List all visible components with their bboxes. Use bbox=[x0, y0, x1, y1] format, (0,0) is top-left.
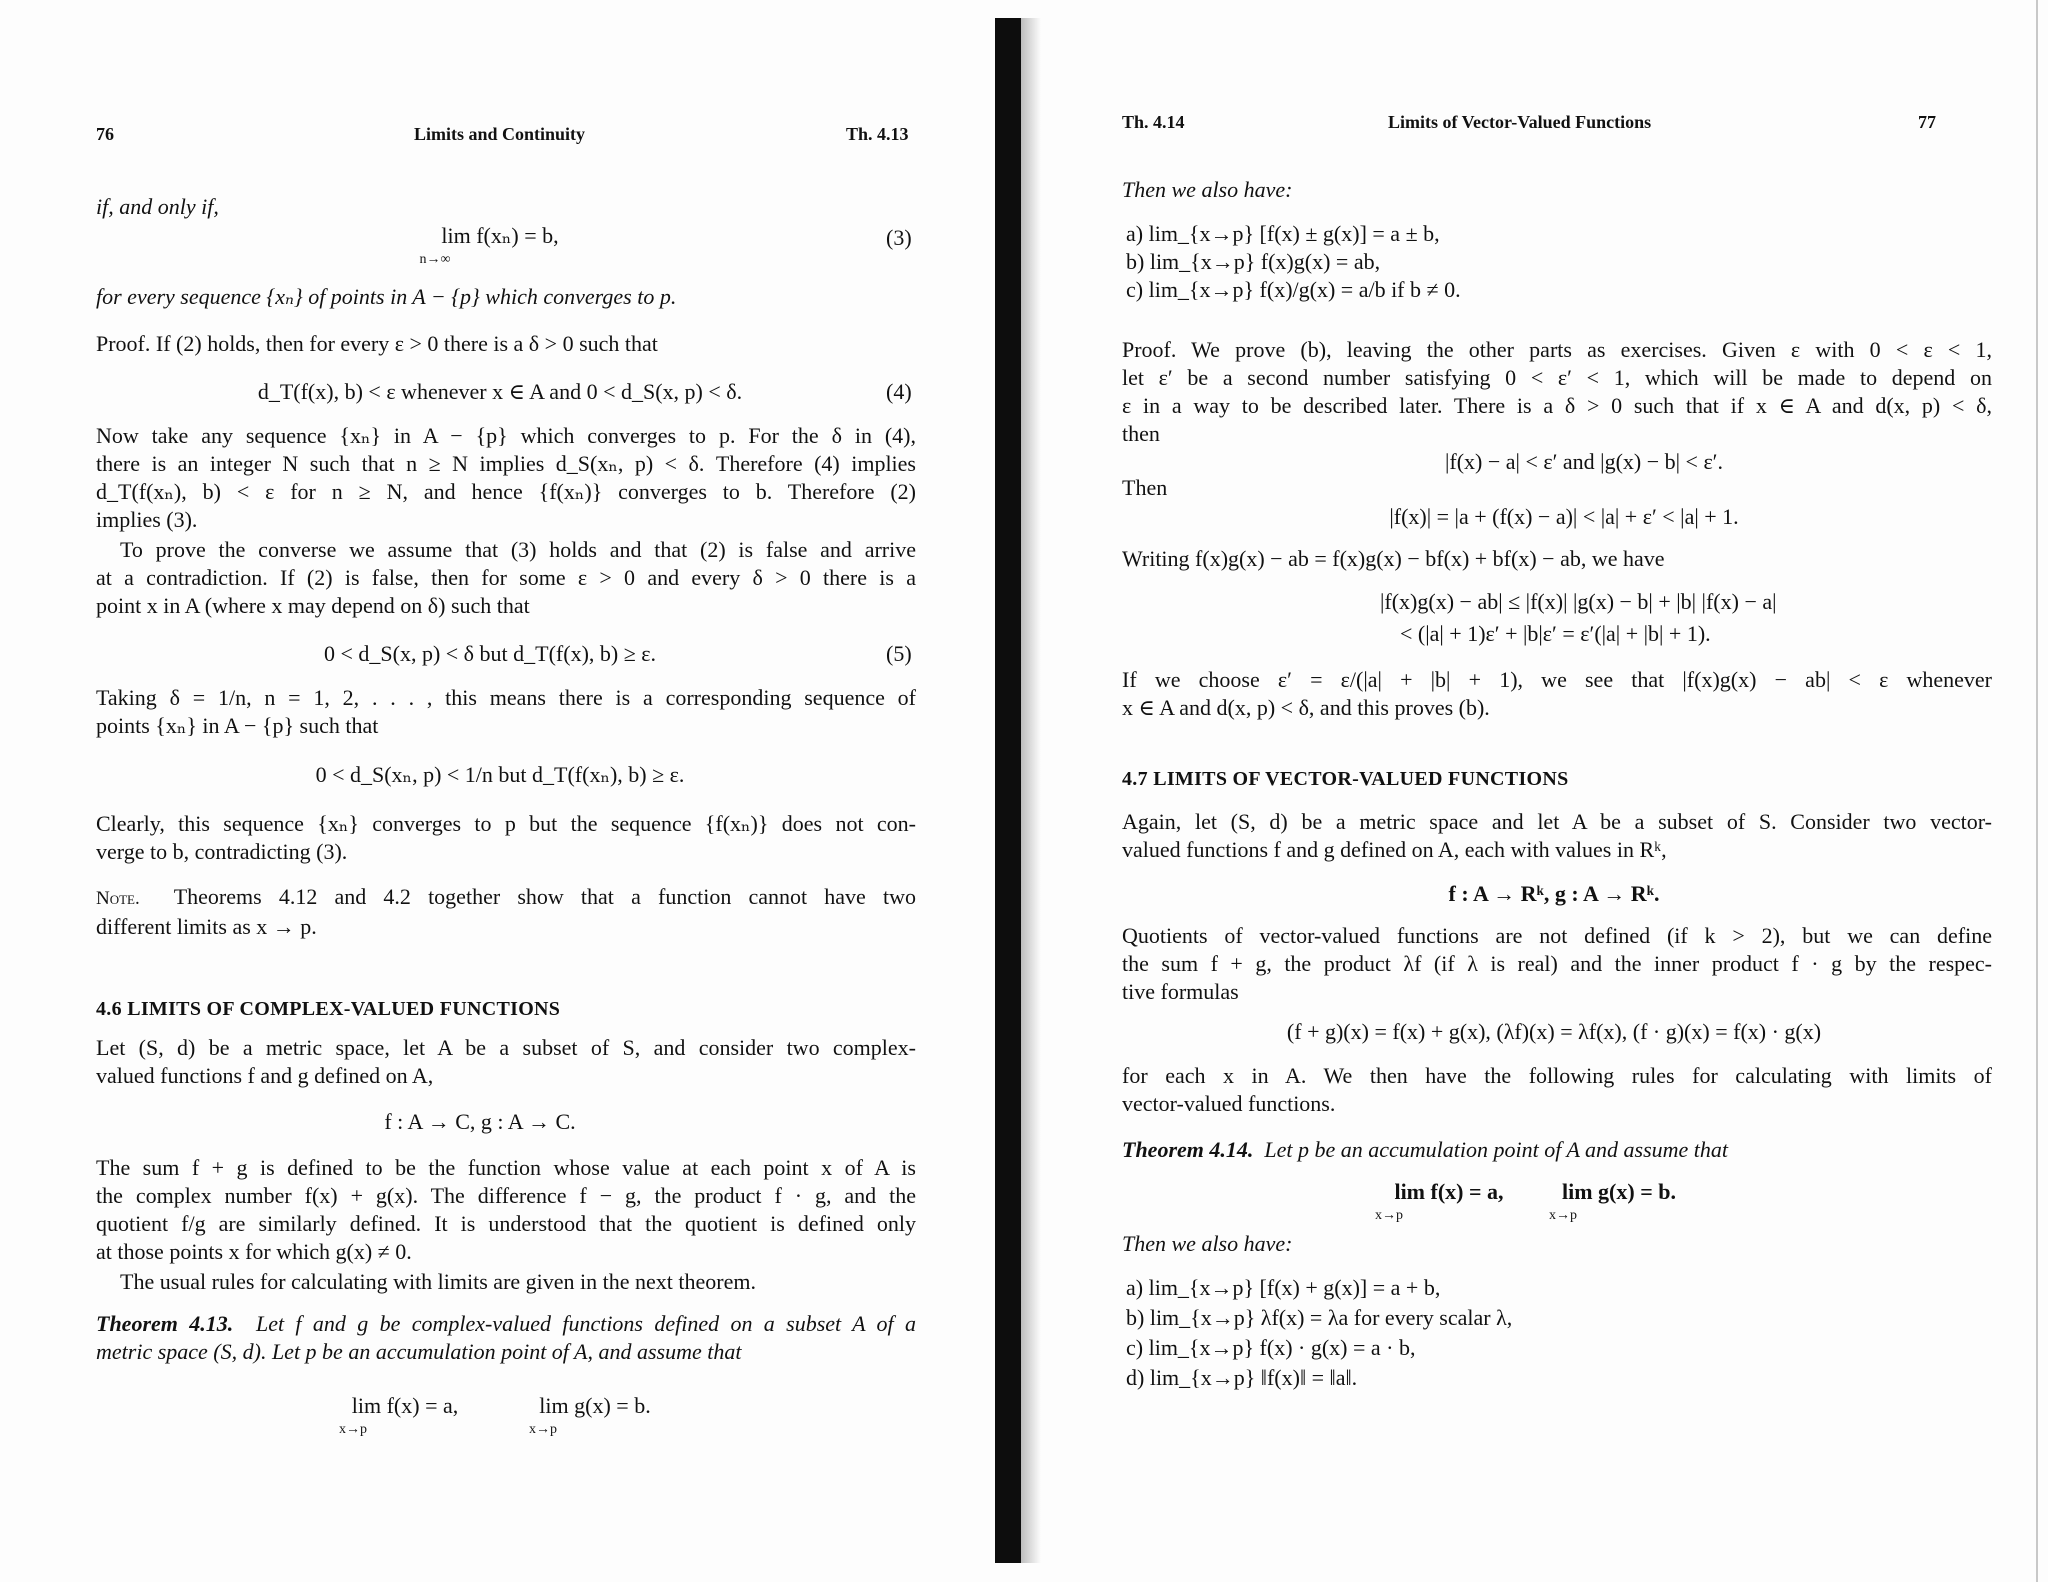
left-running-head: Limits and Continuity bbox=[414, 124, 586, 144]
paragraph-4 bbox=[96, 810, 916, 866]
equation-6: 0 < d_S(xₙ, p) < 1/n but d_T(f(xₙ), b) ≥ ε. bbox=[315, 762, 685, 787]
proof-line: then bbox=[1122, 421, 1160, 446]
again-paragraph bbox=[1122, 808, 1992, 864]
each-paragraph bbox=[1122, 1062, 1992, 1118]
equation-8-left-subscript: x→p bbox=[339, 1422, 367, 1437]
each-line: vector-valued functions. bbox=[1122, 1091, 1336, 1116]
right-running-head: Limits of Vector-Valued Functions bbox=[1388, 112, 1652, 132]
intro-line: if, and only if, bbox=[96, 194, 219, 219]
quotients-line: the sum f + g, the product λf (if λ is real) and the inner product f · g by the respec- bbox=[1122, 951, 1992, 976]
result-list-b bbox=[1126, 1273, 1512, 1393]
right-page bbox=[1054, 0, 2048, 1582]
binding-shadow bbox=[1021, 18, 1041, 1563]
paragraph-6-line: quotient f/g are similarly defined. It is understood that the quotient is defined only bbox=[96, 1211, 916, 1236]
equation-3: lim f(xₙ) = b, bbox=[441, 223, 559, 248]
equation-5-number: (5) bbox=[886, 641, 912, 666]
equation-r3b: < (|a| + 1)ε′ + |b|ε′ = ε′(|a| + |b| + 1). bbox=[1400, 621, 1711, 646]
paragraph-1 bbox=[96, 422, 916, 534]
proof-line: ε in a way to be described later. There is a δ > 0 such that if x ∈ A and d(x, p) < δ, bbox=[1122, 393, 1992, 418]
equation-r2: |f(x)| = |a + (f(x) − a)| < |a| + ε′ < |a| + 1. bbox=[1389, 504, 1739, 529]
right-page-number: 77 bbox=[1918, 112, 1936, 132]
equation-r6-right-subscript: x→p bbox=[1549, 1208, 1577, 1223]
paragraph-3-line: Taking δ = 1/n, n = 1, 2, . . . , this means there is a corresponding sequence of bbox=[96, 685, 916, 710]
theorem-4-13-line: Let f and g be complex-valued functions defined on a subset A of a bbox=[255, 1311, 916, 1336]
paragraph-2-line: at a contradiction. If (2) is false, then for some ε > 0 and every δ > 0 there is a bbox=[96, 565, 916, 590]
equation-5: 0 < d_S(x, p) < δ but d_T(f(x), b) ≥ ε. bbox=[323, 641, 657, 666]
paragraph-1-line: implies (3). bbox=[96, 507, 198, 532]
right-theorem-ref: Th. 4.14 bbox=[1122, 112, 1185, 132]
quotients-line: tive formulas bbox=[1122, 979, 1239, 1004]
equation-r1: |f(x) − a| < ε′ and |g(x) − b| < ε′. bbox=[1444, 449, 1723, 474]
paragraph-5 bbox=[96, 1034, 916, 1090]
result-list-a bbox=[1126, 220, 1461, 304]
paragraph-1-line: Now take any sequence {xₙ} in A − {p} which converges to p. For the δ in (4), bbox=[96, 423, 916, 448]
paragraph-6-line: at those points x for which g(x) ≠ 0. bbox=[96, 1239, 412, 1264]
writing-line: Writing f(x)g(x) − ab = f(x)g(x) − bf(x) + bf(x) − ab, we have bbox=[1122, 546, 1665, 571]
paragraph-1-line: there is an integer N such that n ≥ N implies d_S(xₙ, p) < δ. Therefore (4) implies bbox=[96, 451, 916, 476]
choose-line: If we choose ε′ = ε/(|a| + |b| + 1), we see that |f(x)g(x) − ab| < ε whenever bbox=[1122, 667, 1992, 692]
choose-line: x ∈ A and d(x, p) < δ, and this proves (b). bbox=[1122, 695, 1490, 720]
equation-3-number: (3) bbox=[886, 225, 912, 250]
equation-r5: (f + g)(x) = f(x) + g(x), (λf)(x) = λf(x), (f · g)(x) = f(x) · g(x) bbox=[1286, 1019, 1822, 1044]
theorem-4-13 bbox=[96, 1310, 916, 1366]
equation-r6-left-subscript: x→p bbox=[1375, 1208, 1403, 1223]
paragraph-3 bbox=[96, 684, 916, 740]
theorem-4-13-line: metric space (S, d). Let p be an accumulation point of A, and assume that bbox=[96, 1339, 742, 1364]
result-list-item: a) lim_{x→p} [f(x) ± g(x)] = a ± b, bbox=[1126, 221, 1440, 246]
binding-gutter bbox=[995, 18, 1021, 1563]
equation-r4: f : A → Rᵏ, g : A → Rᵏ. bbox=[1448, 881, 1660, 906]
result-list-item: c) lim_{x→p} f(x) · g(x) = a · b, bbox=[1126, 1335, 1416, 1360]
quotients-paragraph bbox=[1122, 922, 1992, 1006]
note-label: Note. bbox=[96, 888, 140, 909]
note-line: different limits as x → p. bbox=[96, 914, 317, 939]
then-line-2: Then we also have: bbox=[1122, 1231, 1293, 1256]
equation-r3a: |f(x)g(x) − ab| ≤ |f(x)| |g(x) − b| + |b| |f(x) − a| bbox=[1380, 589, 1777, 614]
equation-3-subscript: n→∞ bbox=[419, 252, 451, 267]
left-page bbox=[0, 0, 1000, 1582]
for-every-line: for every sequence {xₙ} of points in A − {p} which converges to p. bbox=[96, 284, 677, 309]
equation-r6-left: lim f(x) = a, bbox=[1394, 1179, 1504, 1204]
proof-paragraph bbox=[1122, 336, 1992, 448]
paragraph-6 bbox=[96, 1154, 916, 1266]
again-line: Again, let (S, d) be a metric space and let A be a subset of S. Consider two vector- bbox=[1122, 809, 1992, 834]
equation-8-left: lim f(x) = a, bbox=[351, 1393, 459, 1418]
result-list-item: a) lim_{x→p} [f(x) + g(x)] = a + b, bbox=[1126, 1275, 1441, 1300]
result-list-item: d) lim_{x→p} ‖f(x)‖ = ‖a‖. bbox=[1126, 1365, 1358, 1390]
equation-8-right: lim g(x) = b. bbox=[539, 1393, 651, 1418]
paragraph-7: The usual rules for calculating with limits are given in the next theorem. bbox=[120, 1269, 756, 1294]
paragraph-5-line: Let (S, d) be a metric space, let A be a subset of S, and consider two complex- bbox=[96, 1035, 916, 1060]
equation-4: d_T(f(x), b) < ε whenever x ∈ A and 0 < d_S(x, p) < δ. bbox=[257, 379, 743, 404]
section-heading-4-6: 4.6 LIMITS OF COMPLEX-VALUED FUNCTIONS bbox=[96, 998, 561, 1020]
section-heading-4-7: 4.7 LIMITS OF VECTOR-VALUED FUNCTIONS bbox=[1122, 768, 1569, 790]
note bbox=[96, 883, 916, 941]
equation-r6-right: lim g(x) = b. bbox=[1562, 1179, 1676, 1204]
equation-7: f : A → C, g : A → C. bbox=[384, 1109, 576, 1134]
paragraph-2 bbox=[96, 536, 916, 620]
again-line: valued functions f and g defined on A, each with values in Rᵏ, bbox=[1122, 837, 1667, 862]
paragraph-1-line: d_T(f(xₙ), b) < ε for n ≥ N, and hence {f(xₙ)} converges to b. Therefore (2) bbox=[96, 479, 916, 504]
paragraph-4-line: Clearly, this sequence {xₙ} converges to p but the sequence {f(xₙ)} does not con- bbox=[96, 811, 916, 836]
paragraph-2-line: To prove the converse we assume that (3) holds and that (2) is false and arrive bbox=[120, 537, 916, 562]
result-list-item: b) lim_{x→p} λf(x) = λa for every scalar λ, bbox=[1126, 1305, 1513, 1330]
then-line: Then we also have: bbox=[1122, 177, 1293, 202]
proof-line: Proof. We prove (b), leaving the other parts as exercises. Given ε with 0 < ε < 1, bbox=[1122, 337, 1992, 362]
theorem-4-14 bbox=[1122, 1136, 1992, 1164]
paragraph-2-line: point x in A (where x may depend on δ) such that bbox=[96, 593, 530, 618]
paragraph-5-line: valued functions f and g defined on A, bbox=[96, 1063, 434, 1088]
result-list-item: b) lim_{x→p} f(x)g(x) = ab, bbox=[1126, 249, 1381, 274]
equation-4-number: (4) bbox=[886, 379, 912, 404]
paragraph-6-line: the complex number f(x) + g(x). The difference f − g, the product f · g, and the bbox=[96, 1183, 916, 1208]
paragraph-3-line: points {xₙ} in A − {p} such that bbox=[96, 713, 379, 738]
choose-paragraph bbox=[1122, 666, 1992, 722]
left-theorem-ref: Th. 4.13 bbox=[846, 124, 909, 144]
equation-8-right-subscript: x→p bbox=[529, 1422, 557, 1437]
then-word: Then bbox=[1122, 475, 1168, 500]
note-line: Theorems 4.12 and 4.2 together show that a function cannot have two bbox=[173, 884, 916, 909]
proof-line: let ε′ be a second number satisfying 0 < ε′ < 1, which will be made to depend on bbox=[1122, 365, 1992, 390]
theorem-4-14-label: Theorem 4.14. bbox=[1122, 1137, 1254, 1162]
quotients-line: Quotients of vector-valued functions are not defined (if k > 2), but we can define bbox=[1122, 923, 1992, 948]
paragraph-6-line: The sum f + g is defined to be the function whose value at each point x of A is bbox=[96, 1155, 916, 1180]
left-page-number: 76 bbox=[96, 124, 114, 144]
theorem-4-13-label: Theorem 4.13. bbox=[96, 1311, 234, 1336]
each-line: for each x in A. We then have the following rules for calculating with limits of bbox=[1122, 1063, 1992, 1088]
proof-line: Proof. If (2) holds, then for every ε > 0 there is a δ > 0 such that bbox=[96, 331, 658, 356]
theorem-4-14-text: Let p be an accumulation point of A and assume that bbox=[1264, 1137, 1729, 1162]
paragraph-4-line: verge to b, contradicting (3). bbox=[96, 839, 348, 864]
result-list-item: c) lim_{x→p} f(x)/g(x) = a/b if b ≠ 0. bbox=[1126, 277, 1461, 302]
